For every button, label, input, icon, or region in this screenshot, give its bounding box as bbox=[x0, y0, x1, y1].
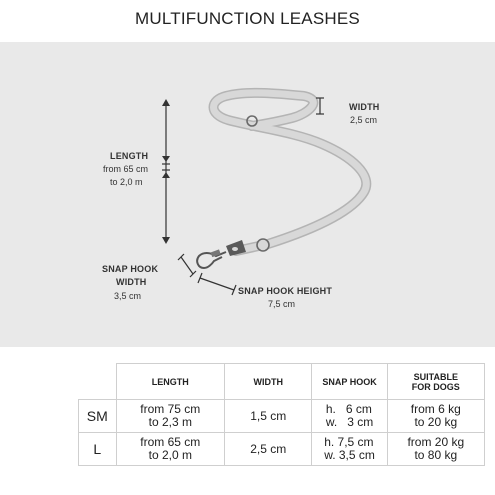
snap-hook-cell bbox=[312, 400, 387, 433]
snap-hook-width-bracket bbox=[178, 254, 196, 277]
length-value-line2: to 2,0 m bbox=[110, 177, 143, 187]
leash-diagram bbox=[0, 42, 495, 347]
table-row bbox=[79, 400, 485, 433]
table-corner-cell bbox=[79, 364, 117, 400]
size-cell: SM bbox=[79, 400, 117, 433]
length-cell bbox=[116, 400, 224, 433]
header-snap-hook: SNAP HOOK bbox=[312, 364, 387, 400]
hook-line2: w. 3,5 cm bbox=[324, 448, 375, 462]
dogs-line1: from 6 kg bbox=[410, 402, 461, 416]
length-line2: to 2,3 m bbox=[148, 415, 192, 429]
snap-hook-height-value: 7,5 cm bbox=[268, 299, 296, 309]
dogs-line2: to 20 kg bbox=[414, 415, 458, 429]
header bbox=[0, 0, 495, 42]
width-cell: 1,5 cm bbox=[225, 400, 312, 433]
hook-line2: w. 3 cm bbox=[325, 415, 374, 429]
snap-hook-height-bracket bbox=[198, 273, 236, 295]
header-suitable-text: SUITABLE FOR DOGS bbox=[411, 371, 460, 392]
size-cell: L bbox=[79, 433, 117, 466]
snap-hook-height-label: SNAP HOOK HEIGHT bbox=[238, 286, 333, 296]
length-line1: from 75 cm bbox=[140, 402, 201, 416]
length-label: LENGTH bbox=[110, 151, 149, 161]
length-cell bbox=[116, 433, 224, 466]
leash-illustration bbox=[0, 42, 495, 347]
header-suitable-for-dogs bbox=[387, 364, 484, 400]
snap-hook-cell bbox=[312, 433, 387, 466]
length-line1: from 65 cm bbox=[140, 435, 201, 449]
dogs-line2: to 80 kg bbox=[414, 448, 458, 462]
snap-hook-width-value: 3,5 cm bbox=[114, 291, 142, 301]
header-width: WIDTH bbox=[225, 364, 312, 400]
length-value-line1: from 65 cm bbox=[103, 164, 149, 174]
spec-table-area bbox=[0, 347, 495, 495]
dogs-line1: from 20 kg bbox=[407, 435, 465, 449]
length-arrow bbox=[162, 104, 170, 239]
hook-line1: h. 6 cm bbox=[325, 402, 372, 416]
page-title: MULTIFUNCTION LEASHES bbox=[135, 9, 360, 28]
dogs-cell bbox=[387, 400, 484, 433]
table-header-row bbox=[79, 364, 485, 400]
snap-hook-width-label-line1: SNAP HOOK bbox=[102, 264, 159, 274]
dogs-cell bbox=[387, 433, 484, 466]
table-row bbox=[79, 433, 485, 466]
snap-hook-width-label-line2: WIDTH bbox=[116, 277, 147, 287]
hook-line1: h. 7,5 cm bbox=[324, 435, 374, 449]
header-length: LENGTH bbox=[116, 364, 224, 400]
width-cell: 2,5 cm bbox=[225, 433, 312, 466]
spec-table bbox=[78, 363, 485, 466]
length-line2: to 2,0 m bbox=[148, 448, 192, 462]
width-value: 2,5 cm bbox=[350, 115, 378, 125]
width-label: WIDTH bbox=[349, 102, 380, 112]
o-ring bbox=[257, 239, 269, 251]
